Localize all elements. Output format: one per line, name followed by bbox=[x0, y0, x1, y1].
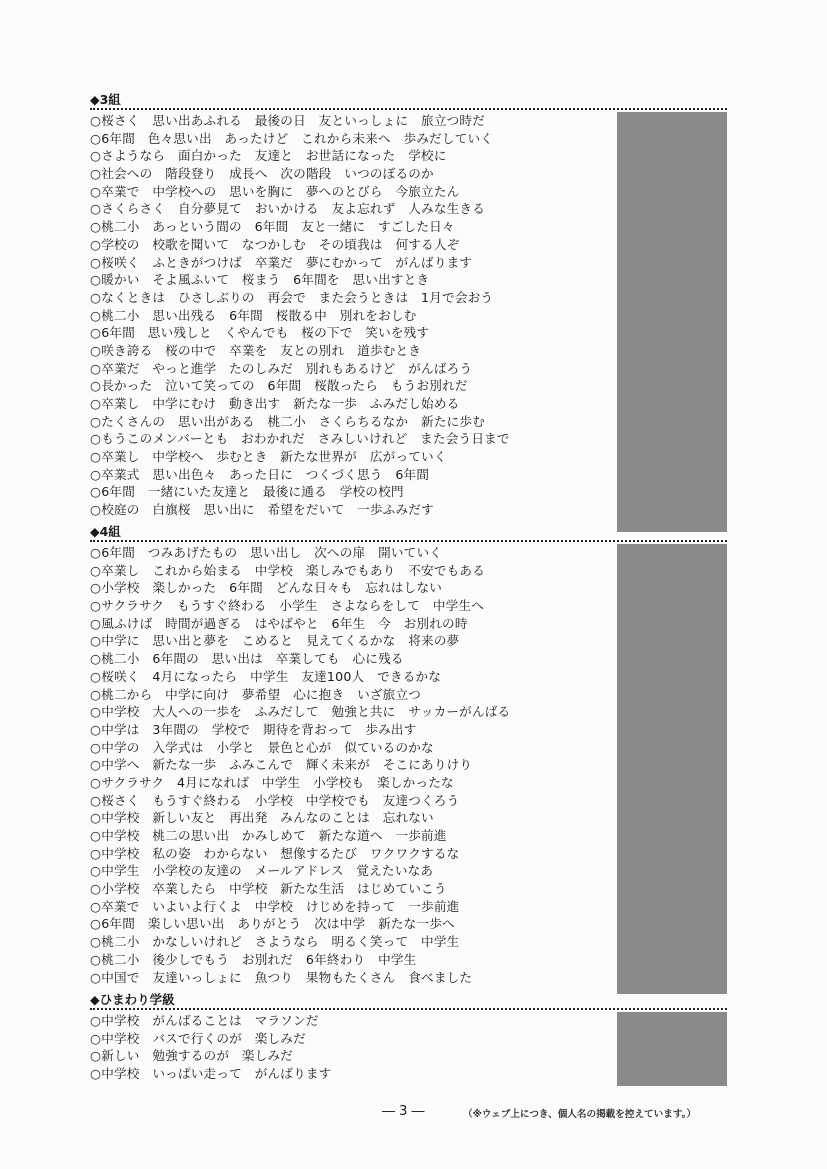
section-heading: ◆ひまわり学級 bbox=[90, 992, 727, 1010]
poem-line: ○6年間 色々思い出 あったけど これから未来へ 歩みだしていく bbox=[90, 130, 494, 146]
poem-line: ○中学の 入学式は 小学と 景色と心が 似ているのかな bbox=[90, 739, 434, 755]
poem-line: ○6年間 一緒にいた友達と 最後に通る 学校の校門 bbox=[90, 484, 404, 500]
section-body bbox=[90, 1010, 727, 1083]
poem-line: ○たくさんの 思い出がある 桃二小 さくらちるなか 新たに歩む bbox=[90, 413, 486, 429]
poem-line: ○中学校 バスで行くのが 楽しみだ bbox=[90, 1030, 306, 1046]
poem-line: ○卒業で いよいよ行くよ 中学校 けじめを持って 一歩前進 bbox=[90, 898, 460, 914]
redaction-bar bbox=[617, 1012, 727, 1086]
page-number: ― 3 ― bbox=[382, 1104, 425, 1119]
poem-line: ○長かった 泣いて笑っての 6年間 桜散ったら もうお別れだ bbox=[90, 378, 468, 394]
poem-line: ○中学校 桃二の思い出 かみしめて 新たな道へ 一歩前進 bbox=[90, 828, 447, 843]
poem-line: ○中学生 小学校の友達の メールアドレス 覚えたいなあ bbox=[90, 863, 434, 879]
poem-line: ○なくときは ひさしぶりの 再会で また会うときは 1月で会おう bbox=[90, 289, 494, 305]
poem-line: ○社会への 階段登り 成長へ 次の階段 いつのぼるのか bbox=[90, 166, 434, 182]
poem-line: ○卒業だ やっと進学 たのしみだ 別れもあるけど がんばろう bbox=[90, 360, 473, 376]
poem-line: ○卒業式 思い出色々 あった日に つくづく思う 6年間 bbox=[90, 466, 430, 482]
redaction-bar bbox=[617, 544, 727, 994]
section-himawari bbox=[90, 992, 727, 1083]
poem-line: ○桃二小 思い出残る 6年間 桜散る中 別れをおしむ bbox=[90, 307, 417, 323]
redaction-bar bbox=[617, 112, 727, 532]
poem-line: ○中学は 3年間の 学校で 期待を背おって 歩み出す bbox=[90, 721, 417, 737]
poem-line: ○卒業し これから始まる 中学校 楽しみでもあり 不安でもある bbox=[90, 562, 486, 578]
poem-line: ○6年間 楽しい思い出 ありがとう 次は中学 新たな一歩へ bbox=[90, 916, 455, 932]
poem-line: ○さくらさく 自分夢見て おいかける 友よ忘れず 人みな生きる bbox=[90, 201, 486, 217]
poem-line: ○新しい 勉強するのが 楽しみだ bbox=[90, 1048, 294, 1064]
poem-line: ○小学校 卒業したら 中学校 新たな生活 はじめていこう bbox=[90, 881, 447, 897]
poem-line: ○卒業し 中学にむけ 動き出す 新たな一歩 ふみだし始める bbox=[90, 396, 460, 411]
poem-line: ○中学校 私の姿 わからない 想像するたび ワクワクするな bbox=[90, 845, 460, 861]
poem-line: ○サクラサク もうすぐ終わる 小学生 さよならをして 中学生へ bbox=[90, 598, 484, 614]
poem-line: ○6年間 思い残しと くやんでも 桜の下で 笑いを残す bbox=[90, 325, 430, 341]
poem-line: ○暖かい そよ風ふいて 桜まう 6年間を 思い出すとき bbox=[90, 272, 430, 288]
poem-line: ○中学校 大人への一歩を ふみだして 勉強と共に サッカーがんばる bbox=[90, 704, 511, 720]
poem-line: ○中学校 がんばることは マラソンだ bbox=[90, 1013, 319, 1028]
poem-line: ○中学へ 新たな一歩 ふみこんで 輝く未来が そこにありけり bbox=[90, 757, 473, 773]
poem-line: ○中学校 いっぱい走って がんばります bbox=[90, 1066, 332, 1082]
section-heading: ◆4組 bbox=[90, 524, 727, 542]
section-body bbox=[90, 542, 727, 986]
poem-line: ○桃二小 あっという間の 6年間 友と一緒に すごした日々 bbox=[90, 219, 455, 235]
poem-line: ○桜咲く 4月になったら 中学生 友達100人 できるかな bbox=[90, 668, 442, 684]
section-heading: ◆3組 bbox=[90, 92, 727, 110]
poem-line: ○桜さく 思い出あふれる 最後の日 友といっしょに 旅立つ時だ bbox=[90, 113, 486, 128]
section-body bbox=[90, 110, 727, 519]
poem-line: ○風ふけば 時間が過ぎる はやばやと 6年生 今 お別れの時 bbox=[90, 615, 468, 631]
poem-line: ○桃二小 かなしいけれど さようなら 明るく笑って 中学生 bbox=[90, 934, 460, 950]
poem-line: ○咲き誇る 桜の中で 卒業を 友との別れ 道歩むとき bbox=[90, 342, 422, 358]
poem-line: ○桃二小 6年間の 思い出は 卒業しても 心に残る bbox=[90, 651, 404, 667]
poem-line: ○さようなら 面白かった 友達と お世話になった 学校に bbox=[90, 148, 447, 164]
poem-line: ○学校の 校歌を聞いて なつかしむ その頃我は 何する人ぞ bbox=[90, 236, 460, 252]
section-class-3 bbox=[90, 92, 727, 519]
poem-line: ○もうこのメンバーとも おわかれだ さみしいけれど また会う日まで bbox=[90, 431, 510, 447]
poem-line: ○中学校 新しい友と 再出発 みんなのことは 忘れない bbox=[90, 810, 434, 826]
poem-line: ○校庭の 白旗桜 思い出に 希望をだいて 一歩ふみだす bbox=[90, 502, 434, 518]
poem-line: ○卒業し 中学校へ 歩むとき 新たな世界が 広がっていく bbox=[90, 449, 447, 465]
poem-line: ○桃二小 後少しでもう お別れだ 6年終わり 中学生 bbox=[90, 951, 417, 967]
poem-line: ○サクラサク 4月になれば 中学生 小学校も 楽しかったな bbox=[90, 774, 454, 790]
poem-line: ○6年間 つみあげたもの 思い出し 次への扉 開いていく bbox=[90, 545, 443, 560]
poem-line: ○桜さく もうすぐ終わる 小学校 中学校でも 友達つくろう bbox=[90, 792, 460, 808]
privacy-note: （※ウェブ上につき、個人名の掲載を控えています。） bbox=[463, 1109, 697, 1120]
poem-line: ○卒業で 中学校への 思いを胸に 夢へのとびら 今旅立たん bbox=[90, 183, 460, 199]
section-class-4 bbox=[90, 524, 727, 986]
poem-line: ○中国で 友達いっしょに 魚つり 果物もたくさん 食べました bbox=[90, 969, 473, 985]
poem-line: ○小学校 楽しかった 6年間 どんな日々も 忘れはしない bbox=[90, 580, 443, 596]
poem-line: ○桜咲く ふときがつけば 卒業だ 夢にむかって がんばります bbox=[90, 254, 473, 270]
poem-line: ○桃二から 中学に向け 夢希望 心に抱き いざ旅立つ bbox=[90, 686, 422, 702]
poem-line: ○中学に 思い出と夢を こめると 見えてくるかな 将来の夢 bbox=[90, 633, 460, 649]
